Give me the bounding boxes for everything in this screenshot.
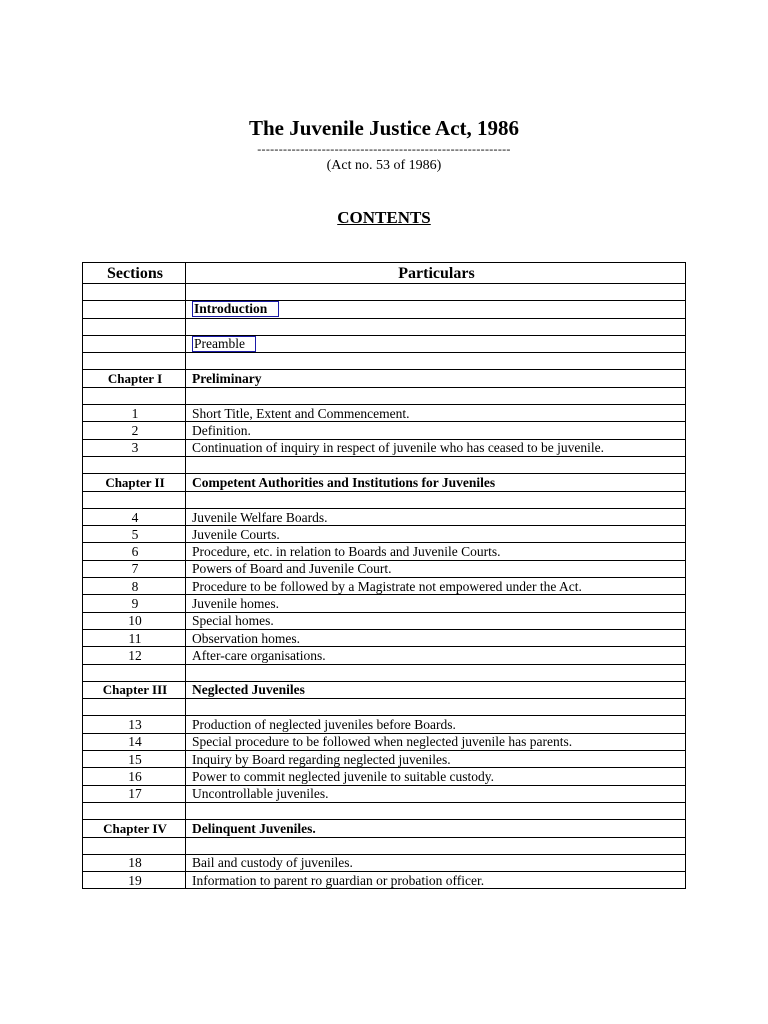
section-title: Information to parent ro guardian or probation officer. xyxy=(186,872,686,889)
spacer-row xyxy=(83,837,686,854)
section-number: 14 xyxy=(83,733,186,750)
empty-cell xyxy=(186,387,686,404)
section-row xyxy=(83,629,686,646)
spacer-row xyxy=(83,802,686,819)
section-number: 15 xyxy=(83,751,186,768)
empty-cell xyxy=(186,837,686,854)
section-title: Power to commit neglected juvenile to suitable custody. xyxy=(186,768,686,785)
empty-cell xyxy=(83,491,186,508)
preamble-link[interactable]: Preamble xyxy=(192,336,256,352)
empty-cell xyxy=(83,837,186,854)
spacer-row xyxy=(83,491,686,508)
section-row xyxy=(83,405,686,422)
chapter-title: Delinquent Juveniles. xyxy=(186,820,686,837)
section-row xyxy=(83,716,686,733)
section-row xyxy=(83,508,686,525)
section-title: Continuation of inquiry in respect of juvenile who has ceased to be juvenile. xyxy=(186,439,686,456)
section-title: Special homes. xyxy=(186,612,686,629)
section-title: Juvenile Courts. xyxy=(186,526,686,543)
section-number: 5 xyxy=(83,526,186,543)
section-number: 17 xyxy=(83,785,186,802)
section-title: Juvenile homes. xyxy=(186,595,686,612)
section-row xyxy=(83,647,686,664)
section-title: Bail and custody of juveniles. xyxy=(186,854,686,871)
spacer-row xyxy=(83,664,686,681)
chapter-label: Chapter IV xyxy=(83,820,186,837)
section-row xyxy=(83,578,686,595)
spacer-row xyxy=(83,353,686,370)
chapter-title: Preliminary xyxy=(186,370,686,387)
section-number: 13 xyxy=(83,716,186,733)
section-row xyxy=(83,751,686,768)
particulars-column-header: Particulars xyxy=(186,263,686,284)
chapter-row xyxy=(83,681,686,698)
section-number: 7 xyxy=(83,560,186,577)
empty-cell xyxy=(83,802,186,819)
section-number: 9 xyxy=(83,595,186,612)
section-number: 1 xyxy=(83,405,186,422)
chapter-title: Neglected Juveniles xyxy=(186,681,686,698)
section-number: 3 xyxy=(83,439,186,456)
contents-table xyxy=(82,262,686,889)
chapter-label: Chapter III xyxy=(83,681,186,698)
chapter-row xyxy=(83,370,686,387)
section-row xyxy=(83,612,686,629)
section-number: 19 xyxy=(83,872,186,889)
chapter-row xyxy=(83,474,686,491)
section-row xyxy=(83,560,686,577)
section-row xyxy=(83,872,686,889)
section-title: Definition. xyxy=(186,422,686,439)
section-title: Observation homes. xyxy=(186,629,686,646)
title-separator: ----------------------------------------------------------- xyxy=(257,142,511,156)
section-number: 6 xyxy=(83,543,186,560)
spacer-row xyxy=(83,456,686,473)
spacer-row xyxy=(83,318,686,335)
section-title: Procedure, etc. in relation to Boards and Juvenile Courts. xyxy=(186,543,686,560)
section-row xyxy=(83,526,686,543)
section-row xyxy=(83,543,686,560)
section-title: Uncontrollable juveniles. xyxy=(186,785,686,802)
spacer-row xyxy=(83,699,686,716)
section-title: Short Title, Extent and Commencement. xyxy=(186,405,686,422)
empty-cell xyxy=(186,664,686,681)
contents-heading: CONTENTS xyxy=(337,208,431,227)
section-row xyxy=(83,422,686,439)
section-number: 18 xyxy=(83,854,186,871)
section-title: After-care organisations. xyxy=(186,647,686,664)
section-row xyxy=(83,768,686,785)
section-number: 16 xyxy=(83,768,186,785)
section-row xyxy=(83,854,686,871)
empty-cell xyxy=(186,802,686,819)
section-row xyxy=(83,733,686,750)
introduction-link[interactable]: Introduction xyxy=(192,301,279,317)
section-row xyxy=(83,439,686,456)
chapter-row xyxy=(83,820,686,837)
spacer-row xyxy=(83,387,686,404)
introduction-row xyxy=(83,301,686,318)
section-title: Procedure to be followed by a Magistrate not empowered under the Act. xyxy=(186,578,686,595)
section-number: 11 xyxy=(83,629,186,646)
section-title: Production of neglected juveniles before Boards. xyxy=(186,716,686,733)
empty-cell xyxy=(186,491,686,508)
empty-cell xyxy=(83,387,186,404)
section-number: 4 xyxy=(83,508,186,525)
empty-cell xyxy=(186,456,686,473)
spacer-row xyxy=(83,284,686,301)
section-title: Powers of Board and Juvenile Court. xyxy=(186,560,686,577)
section-title: Special procedure to be followed when neglected juvenile has parents. xyxy=(186,733,686,750)
section-row xyxy=(83,785,686,802)
section-number: 10 xyxy=(83,612,186,629)
section-number: 12 xyxy=(83,647,186,664)
empty-cell xyxy=(83,699,186,716)
table-header-row xyxy=(83,263,686,284)
section-row xyxy=(83,595,686,612)
chapter-title: Competent Authorities and Institutions for Juveniles xyxy=(186,474,686,491)
empty-cell xyxy=(83,456,186,473)
document-title: The Juvenile Justice Act, 1986 xyxy=(248,116,520,140)
chapter-label: Chapter I xyxy=(83,370,186,387)
preamble-row xyxy=(83,335,686,352)
section-number: 2 xyxy=(83,422,186,439)
sections-column-header: Sections xyxy=(83,263,186,284)
act-number: (Act no. 53 of 1986) xyxy=(326,158,442,173)
section-number: 8 xyxy=(83,578,186,595)
empty-cell xyxy=(186,699,686,716)
section-title: Juvenile Welfare Boards. xyxy=(186,508,686,525)
section-title: Inquiry by Board regarding neglected juveniles. xyxy=(186,751,686,768)
empty-cell xyxy=(83,664,186,681)
chapter-label: Chapter II xyxy=(83,474,186,491)
